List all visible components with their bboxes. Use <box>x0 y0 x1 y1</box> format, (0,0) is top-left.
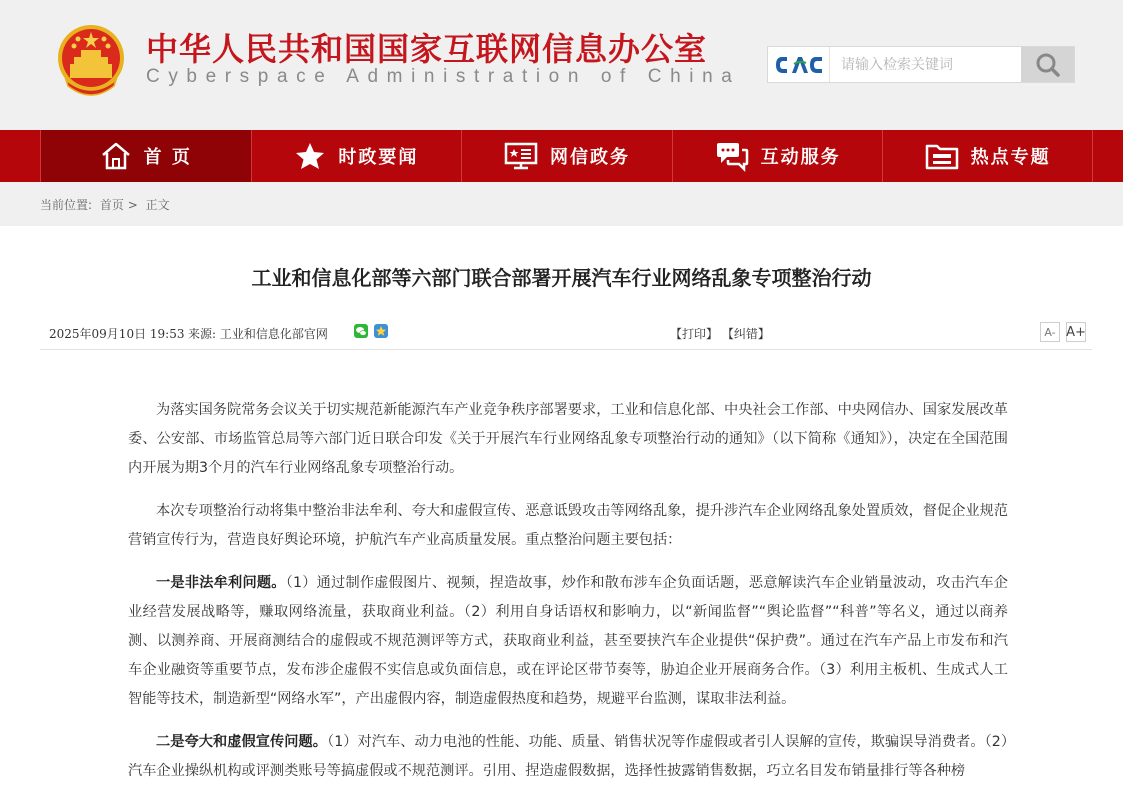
paragraph-3-heading: 一是非法牟利问题。 <box>156 575 286 591</box>
monitor-icon <box>504 141 538 171</box>
article-title: 工业和信息化部等六部门联合部署开展汽车行业网络乱象专项整治行动 <box>251 266 872 290</box>
star-icon <box>294 141 326 171</box>
source-label: 来源: <box>188 327 217 341</box>
paragraph-2: 本次专项整治行动将集中整治非法牟利、夸大和虚假宣传、恶意诋毁攻击等网络乱象，提升涉汽车企业网络乱象处置质效，督促企业规范营销宣传行为，营造良好舆论环境，护航汽车产业高质量发展。重点整治问题主要包括： <box>128 503 1008 548</box>
breadcrumb-separator: > <box>127 198 138 212</box>
nav-item-label: 时政要闻 <box>338 147 419 168</box>
breadcrumb-bar <box>0 182 1123 226</box>
chat-icon <box>715 141 749 171</box>
article-body <box>128 396 1008 800</box>
site-title-en[interactable]: Cyberspace Administration of China <box>146 66 741 87</box>
cac-logo-icon <box>774 54 824 76</box>
site-title-cn[interactable]: 中华人民共和国国家互联网信息办公室 <box>146 30 708 68</box>
source-name: 工业和信息化部官网 <box>219 327 328 341</box>
breadcrumb-current: 正文 <box>145 198 170 212</box>
article-date: 2025年09月10日 19:53 <box>49 327 185 341</box>
national-emblem-icon[interactable] <box>56 24 126 98</box>
nav-item-news[interactable] <box>251 130 462 182</box>
nav-item-label: 热点专题 <box>970 147 1051 168</box>
share-icons <box>354 324 388 338</box>
site-header <box>0 0 1123 130</box>
nav-item-home[interactable] <box>40 130 251 182</box>
qzone-share-icon[interactable] <box>374 324 388 338</box>
font-increase-button[interactable]: A+ <box>1066 322 1086 342</box>
search-input[interactable] <box>831 47 1022 82</box>
article-source <box>188 325 328 342</box>
paragraph-3-text: （1）通过制作虚假图片、视频，捏造故事，炒作和散布涉车企负面话题，恶意解读汽车企业销量波动，攻击汽车企业经营发展战略等，赚取网络流量，获取商业利益。（2）利用自身话语权和影响力，以“新闻监督”“舆论监督”“科普”等名义，通过以商养测、以测养商、开展商测结合的虚假或不规范测评等方式，获取商业利益，甚至要挟汽车企业提供“保护费”。通过在汽车产品上市发布和汽车企业融资等重要节点，发布涉企虚假不实信息或负面信息，或在评论区带节奏等，胁迫企业开展商务合作。（3）利用主板机、生成式人工智能等技术，制造新型“网络水军”，产出虚假内容，制造虚假热度和趋势，规避平台监测，谋取非法利益。 <box>128 575 1008 707</box>
nav-item-label: 网信政务 <box>549 147 630 168</box>
nav-item-topics[interactable] <box>882 130 1093 182</box>
nav-item-label: 首 页 <box>143 147 192 168</box>
paragraph-1: 为落实国务院常务会议关于切实规范新能源汽车产业竞争秩序部署要求，工业和信息化部、中央社会工作部、中央网信办、国家发展改革委、公安部、市场监管总局等六部门近日联合印发《关于开展汽车行业网络乱象专项整治行动的通知》（以下简称《通知》），决定在全国范围内开展为期3个月的汽车行业网络乱象专项整治行动。 <box>128 402 1008 476</box>
nav-item-label: 互动服务 <box>760 147 841 168</box>
correct-link[interactable]: 【纠错】 <box>721 327 770 341</box>
home-icon <box>100 141 132 171</box>
breadcrumb <box>40 196 174 213</box>
cac-logo <box>768 47 830 82</box>
main-nav <box>0 130 1123 182</box>
paragraph-4 <box>128 728 1008 786</box>
nav-item-affairs[interactable] <box>461 130 672 182</box>
breadcrumb-home-link[interactable]: 首页 <box>99 198 124 212</box>
wechat-share-icon[interactable] <box>354 324 368 338</box>
search-box <box>767 46 1075 83</box>
font-decrease-button[interactable]: A- <box>1040 322 1060 342</box>
paragraph-4-heading: 二是夸大和虚假宣传问题。 <box>156 734 328 750</box>
paragraph-4-text: （1）对汽车、动力电池的性能、功能、质量、销售状况等作虚假或者引人误解的宣传，欺骗误导消费者。（2）汽车企业操纵机构或评测类账号等搞虚假或不规范测评。引用、捏造虚假数据，选择性披露销售数据，巧立名目发布销量排行等各种榜 <box>128 734 1008 779</box>
search-button[interactable] <box>1021 47 1074 82</box>
folder-icon <box>925 141 959 171</box>
nav-item-interaction[interactable] <box>672 130 883 182</box>
print-link[interactable]: 【打印】 <box>670 327 719 341</box>
meta-actions <box>670 325 770 342</box>
breadcrumb-prefix: 当前位置: <box>40 198 93 212</box>
search-icon <box>1035 52 1061 78</box>
font-size-controls <box>1040 322 1086 342</box>
paragraph-3 <box>128 569 1008 714</box>
article-meta <box>40 318 1092 350</box>
